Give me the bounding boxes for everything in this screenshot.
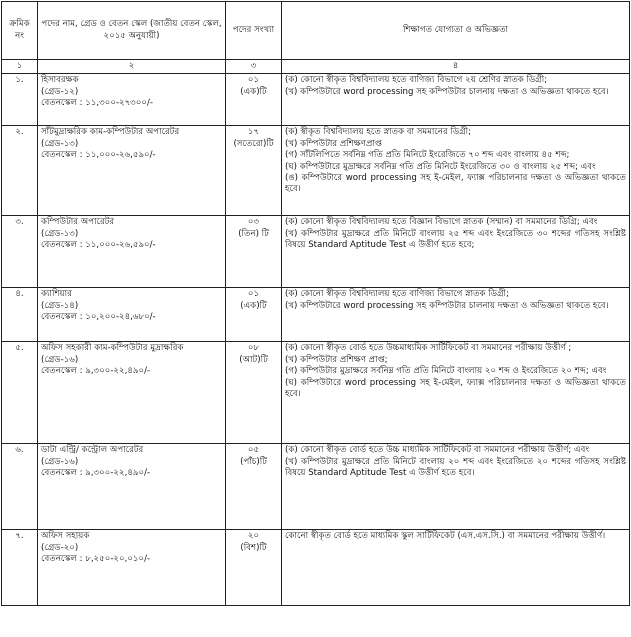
post-count-words: (তিন) টি [238,228,269,239]
row-serial: ২. [2,126,38,216]
post-grade: (গ্রেড-২০) [41,542,79,553]
qualification-cell [282,530,630,606]
qualification-item: (ক) স্বীকৃত বিশ্ববিদ্যালয় হতে স্নাতক বা সমমানের ডিগ্রী; [285,127,472,138]
qualification-item: (খ) কম্পিউটার মুদ্রাক্ষরে প্রতি মিনিটে বাংলায় ২৫ শব্দ এবং ইংরেজিতে ৩০ শব্দের গতিসহ সংশ্লিষ্ট বিষয়ে Standard Aptitude Test এ উত্তীর্ণ হতে হবে; [285,228,626,251]
row-serial: ৫. [2,342,38,444]
qualification-item: কোনো স্বীকৃত বোর্ড হতে মাধ্যমিক স্কুল সার্টিফিকেট (এস.এস.সি.) বা সমমানের পরীক্ষায় উত্তীর্ণ। [285,531,606,542]
row-serial: ১. [2,74,38,126]
post-count-cell [226,444,282,530]
qualification-item: (ঘ) কম্পিউটারে মুদ্রাক্ষরে সর্বনিম্ন গতি প্রতি মিনিটে ইংরেজিতে ৩০ ও বাংলায় ২৫ শব্দ; এবং [285,161,596,172]
table-row [2,288,630,342]
post-info-cell [38,74,226,126]
post-count-words: (পাঁচ)টি [240,456,267,467]
post-info-cell [38,216,226,288]
post-count-number: ০৩ [247,217,260,228]
table-header-row [2,2,630,60]
post-count-cell [226,530,282,606]
table-row [2,216,630,288]
header-serial: ক্রমিক নং [2,2,38,60]
post-grade: (গ্রেড-১৩) [41,138,79,149]
post-count-number: ০৫ [247,445,260,456]
column-index: ৪ [282,60,630,74]
post-count-number: ১৭ [247,127,260,138]
post-count-cell [226,216,282,288]
qualification-item: (খ) কম্পিউটার প্রশিক্ষণ প্রাপ্ত; [285,354,388,365]
header-qualification: শিক্ষাগত যোগ্যতা ও অভিজ্ঞতা [282,2,630,60]
pay-scale: বেতনস্কেল : ৮,২৫০-২০,০১০/- [41,554,151,565]
post-name: সাঁটমুদ্রাক্ষরিক কাম-কম্পিউটার অপারেটর [41,127,180,138]
row-serial: ৩. [2,216,38,288]
qualification-item: (খ) কম্পিউটার মুদ্রাক্ষরে প্রতি মিনিটে বাংলায় ২০ শব্দ এবং ইংরেজিতে ২০ শব্দের গতিসহ সংশ্লিষ্ট বিষয়ে Standard Aptitude Test এ উত্তীর্ণ হতে হবে। [285,456,626,479]
post-grade: (গ্রেড-১৪) [41,300,79,311]
qualification-item: (ক) কোনো স্বীকৃত বোর্ড হতে উচ্চমাধ্যমিক সার্টিফিকেট বা সমমানের পরীক্ষায় উত্তীর্ণ ; [285,343,572,354]
row-serial: ৬. [2,444,38,530]
post-count-words: (আট)টি [239,354,268,365]
post-info-cell [38,342,226,444]
pay-scale: বেতনস্কেল : ৯,৩০০-২২,৪৯০/- [41,468,151,479]
post-name: হিসাবরক্ষক [41,75,79,86]
post-count-words: (এক)টি [240,86,267,97]
post-count-words: (এক)টি [240,300,267,311]
post-grade: (গ্রেড-১৬) [41,456,79,467]
qualification-item: (ক) কোনো স্বীকৃত বিশ্ববিদ্যালয় হতে বাণিজ্য বিভাগে স্নাতক ডিগ্রী; [285,289,509,300]
post-name: অফিস সহায়ক [41,531,90,542]
column-index: ৩ [226,60,282,74]
post-grade: (গ্রেড-১৬) [41,354,79,365]
post-count-number: ২০ [247,531,260,542]
column-index: ১ [2,60,38,74]
column-index: ২ [38,60,226,74]
qualification-cell [282,444,630,530]
qualification-item: (গ) সাঁটলিপিতে সর্বনিম্ন গতি প্রতি মিনিটে ইংরেজিতে ৭০ শব্দ এবং বাংলায় ৪৫ শব্দ; [285,150,570,161]
qualification-item: (ক) কোনো স্বীকৃত বিশ্ববিদ্যালয় হতে বিজ্ঞান বিভাগে স্নাতক (সম্মান) বা সমমানের ডিগ্রি; এবং [285,217,598,228]
qualification-cell [282,74,630,126]
post-grade: (গ্রেড-১৩) [41,228,79,239]
post-info-cell [38,288,226,342]
post-info-cell [38,126,226,216]
qualification-cell [282,216,630,288]
qualification-cell [282,126,630,216]
post-count-cell [226,288,282,342]
post-count-words: (সতেরো)টি [233,138,274,149]
qualification-cell [282,288,630,342]
qualification-cell [282,342,630,444]
qualification-item: (খ) কম্পিউটারে word processing সহ কম্পিউটার চালনায় দক্ষতা ও অভিজ্ঞতা থাকতে হবে। [285,300,609,311]
post-name: অফিস সহকারী কাম-কম্পিউটার মুদ্রাক্ষরিক [41,343,184,354]
post-count-cell [226,342,282,444]
post-name: কম্পিউটার অপারেটর [41,217,115,228]
post-grade: (গ্রেড-১২) [41,86,79,97]
row-serial: ৭. [2,530,38,606]
post-count-number: ০১ [247,75,260,86]
table-row [2,126,630,216]
qualification-item: (ক) কোনো স্বীকৃত বিশ্ববিদ্যালয় হতে বাণিজ্য বিভাগে ২য় শ্রেণির স্নাতক ডিগ্রী; [285,75,548,86]
qualification-item: (ঙ) কম্পিউটারে word processing সহ ই-মেইল, ফ্যাক্স পরিচালনার দক্ষতা ও অভিজ্ঞতা থাকতে হবে। [285,173,626,195]
qualification-item: (খ) কম্পিউটারে word processing সহ কম্পিউটার চালনায় দক্ষতা ও অভিজ্ঞতা থাকতে হবে। [285,86,609,97]
pay-scale: বেতনস্কেল : ১১,৩০০-২৭৩০০/- [41,98,153,109]
qualification-item: (ক) কোনো স্বীকৃত বোর্ড হতে উচ্চ মাধ্যমিক সার্টিফিকেট বা সমমানের পরীক্ষায় উত্তীর্ণ; এবং [285,445,590,456]
qualification-item: (ঘ) কম্পিউটারে word processing সহ ই-মেইল, ফ্যাক্স পরিচালনার দক্ষতা ও অভিজ্ঞতা থাকতে হবে। [285,377,626,400]
table-row [2,74,630,126]
post-count-cell [226,74,282,126]
table-row [2,342,630,444]
post-info-cell [38,444,226,530]
post-count-words: (বিশ)টি [240,542,267,553]
header-posts: পদের সংখ্যা [226,2,282,60]
qualification-item: (খ) কম্পিউটার প্রশিক্ষণপ্রাপ্ত [285,138,382,149]
header-name: পদের নাম, গ্রেড ও বেতন স্কেল (জাতীয় বেতন স্কেল, ২০১৫ অনুযায়ী) [38,2,226,60]
post-count-cell [226,126,282,216]
pay-scale: বেতনস্কেল : ১১,০০০-২৬,৫৯০/- [41,240,156,251]
job-vacancy-table [1,1,630,606]
row-serial: ৪. [2,288,38,342]
post-name: ডাটা এন্ট্রি/ কন্ট্রোল অপারেটর [41,445,144,456]
column-index-row [2,60,630,74]
post-count-number: ০১ [247,289,260,300]
post-info-cell [38,530,226,606]
table-row [2,444,630,530]
post-count-number: ০৮ [247,343,260,354]
pay-scale: বেতনস্কেল : ৯,৩০০-২২,৪৯০/- [41,366,151,377]
pay-scale: বেতনস্কেল : ১০,২০০-২৪,৬৮০/- [41,312,156,323]
qualification-item: (গ) কম্পিউটার মুদ্রাক্ষরে সর্বনিম্ন গতি প্রতি মিনিটে বাংলায় ২০ শব্দ ও ইংরেজিতে ২০ শব্দ; এবং [285,366,607,377]
pay-scale: বেতনস্কেল : ১১,০০০-২৬,৫৯০/- [41,150,156,161]
post-name: ক্যাশিয়ার [41,289,72,300]
table-row [2,530,630,606]
